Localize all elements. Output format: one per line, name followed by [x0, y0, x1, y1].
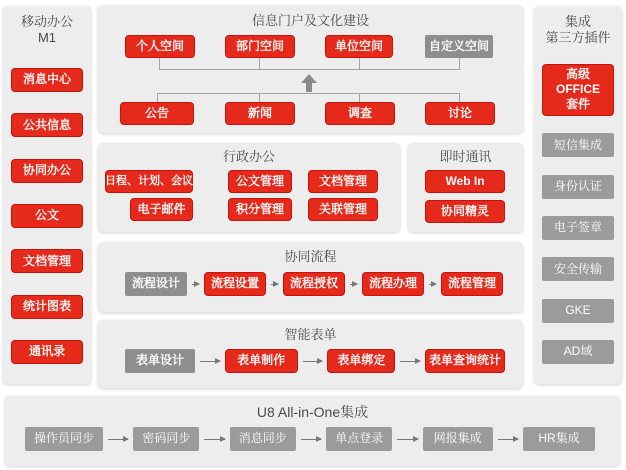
im-collab-genie: 协同精灵 — [425, 200, 505, 223]
portal-announcement: 公告 — [120, 102, 194, 125]
admin-relation-mgmt: 关联管理 — [308, 198, 378, 221]
arrow-right-icon — [498, 439, 518, 440]
admin-points-mgmt: 积分管理 — [228, 198, 292, 221]
arrow-right-icon — [429, 284, 436, 285]
mobile-office-title-line1: 移动办公 — [20, 14, 73, 29]
up-arrow-icon — [301, 74, 317, 83]
plugin-advanced-office-line2: OFFICE — [556, 82, 600, 97]
plugin-gke: GKE — [542, 299, 614, 323]
admin-schedule-plan-meeting: 日程、计划、会议 — [105, 170, 193, 193]
u8-step-password-sync: 密码同步 — [133, 427, 199, 451]
collab-flow-steps — [98, 272, 523, 296]
u8-step-sso: 单点登录 — [326, 427, 392, 451]
portal-panel — [98, 5, 523, 133]
arrow-right-icon — [397, 439, 417, 440]
plugin-advanced-office — [542, 64, 614, 116]
smart-form-title: 智能表单 — [284, 327, 337, 342]
connector-line — [159, 69, 460, 70]
connector-line — [359, 93, 360, 102]
flow-step-authorize: 流程授权 — [283, 272, 345, 296]
plugins-title-line2: 第三方插件 — [545, 30, 611, 46]
plugins-title — [545, 14, 610, 47]
admin-office-panel — [98, 143, 400, 232]
flow-step-design: 流程设计 — [125, 272, 187, 296]
mobile-item-stats-chart: 统计图表 — [11, 295, 83, 319]
admin-email: 电子邮件 — [130, 198, 193, 221]
portal-survey: 调查 — [325, 102, 395, 125]
form-step-design: 表单设计 — [125, 349, 195, 373]
admin-office-title: 行政办公 — [222, 149, 275, 164]
arrow-right-icon — [301, 439, 321, 440]
plugin-e-signature: 电子签章 — [542, 216, 614, 240]
plugin-advanced-office-line3: 套件 — [565, 97, 590, 112]
flow-step-handle: 流程办理 — [362, 272, 424, 296]
up-arrow-icon-stem — [306, 83, 312, 92]
arrow-right-icon — [400, 361, 420, 362]
instant-messaging-title: 即时通讯 — [439, 149, 492, 164]
portal-unit-space: 单位空间 — [325, 35, 393, 58]
im-web-in: Web In — [425, 170, 505, 193]
connector-line — [259, 93, 260, 102]
instant-messaging-panel — [408, 143, 523, 232]
collab-flow-title: 协同流程 — [284, 249, 337, 264]
u8-integration-steps — [5, 427, 620, 451]
u8-integration-title: U8 All-in-One集成 — [256, 404, 369, 420]
connector-line — [157, 93, 460, 94]
arrow-right-icon — [271, 284, 278, 285]
connector-line — [157, 93, 158, 102]
form-step-bind: 表单绑定 — [327, 349, 395, 373]
portal-department-space: 部门空间 — [225, 35, 295, 58]
mobile-item-official-doc: 公文 — [11, 204, 83, 228]
mobile-office-panel — [3, 6, 91, 384]
u8-step-operator-sync: 操作员同步 — [25, 427, 103, 451]
arrow-right-icon — [200, 361, 220, 362]
arrow-right-icon — [108, 439, 128, 440]
plugin-identity-auth: 身份认证 — [542, 175, 614, 199]
portal-discussion: 讨论 — [425, 102, 495, 125]
smart-form-steps — [98, 349, 523, 373]
admin-file-mgmt: 文档管理 — [308, 170, 378, 193]
mobile-item-contacts: 通讯录 — [11, 340, 83, 364]
u8-integration-panel — [5, 396, 620, 466]
plugin-ad-domain: AD域 — [542, 340, 614, 364]
mobile-item-doc-mgmt: 文档管理 — [11, 249, 83, 273]
u8-step-hr: HR集成 — [523, 427, 595, 451]
portal-news: 新闻 — [225, 102, 295, 125]
admin-doc-mgmt: 公文管理 — [228, 170, 292, 193]
mobile-item-collab-office: 协同办公 — [11, 159, 83, 183]
mobile-office-title — [21, 14, 73, 47]
portal-custom-space: 自定义空间 — [425, 35, 493, 58]
arrow-right-icon — [303, 361, 323, 362]
u8-step-web-report: 网报集成 — [423, 427, 493, 451]
form-step-query-stats: 表单查询统计 — [425, 349, 505, 373]
u8-step-message-sync: 消息同步 — [230, 427, 296, 451]
form-step-build: 表单制作 — [225, 349, 298, 373]
arrow-right-icon — [192, 284, 199, 285]
plugins-panel — [534, 6, 622, 384]
collab-flow-panel — [98, 242, 523, 312]
plugin-secure-transfer: 安全传输 — [542, 257, 614, 281]
connector-line — [459, 93, 460, 102]
flow-step-manage: 流程管理 — [441, 272, 503, 296]
arrow-right-icon — [350, 284, 357, 285]
plugin-sms: 短信集成 — [542, 133, 614, 157]
smart-form-panel — [98, 320, 523, 388]
portal-personal-space: 个人空间 — [125, 35, 195, 58]
flow-step-setup: 流程设置 — [204, 272, 266, 296]
mobile-office-title-line2: M1 — [37, 30, 57, 46]
mobile-item-public-info: 公共信息 — [11, 113, 83, 137]
portal-title: 信息门户及文化建设 — [251, 13, 369, 28]
plugin-advanced-office-line1: 高级 — [565, 67, 590, 82]
plugins-title-line1: 集成 — [564, 14, 591, 29]
arrow-right-icon — [204, 439, 224, 440]
mobile-item-message-center: 消息中心 — [11, 68, 83, 92]
